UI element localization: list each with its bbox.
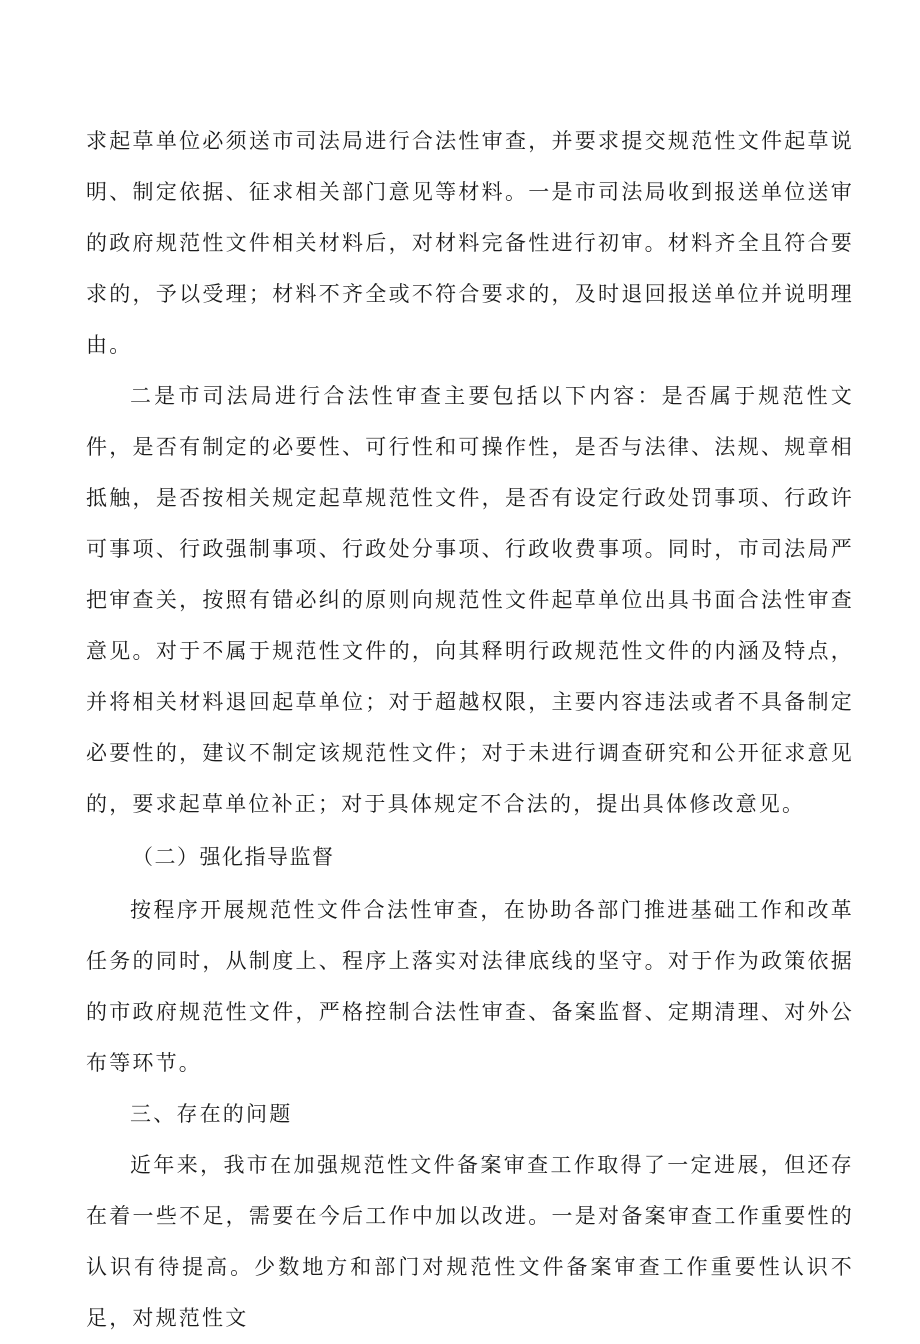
- paragraph-1: 求起草单位必须送市司法局进行合法性审查，并要求提交规范性文件起草说明、制定依据、征求相关部门意见等材料。一是市司法局收到报送单位送审的政府规范性文件相关材料后，对材料完备性进行初审。材料齐全且符合要求的，予以受理；材料不齐全或不符合要求的，及时退回报送单位并说明理由。: [86, 129, 854, 357]
- document-body: [86, 116, 854, 1344]
- section-subheading-2: （二）强化指导监督: [132, 845, 335, 869]
- paragraph-3: 按程序开展规范性文件合法性审查，在协助各部门推进基础工作和改革任务的同时，从制度上、程序上落实对法律底线的坚守。对于作为政策依据的市政府规范性文件，严格控制合法性审查、备案监督、定期清理、对外公布等环节。: [86, 898, 854, 1075]
- paragraph-4: 近年来，我市在加强规范性文件备案审查工作取得了一定进展，但还存在着一些不足，需要在今后工作中加以改进。一是对备案审查工作重要性的认识有待提高。少数地方和部门对规范性文件备案审查工作重要性认识不足，对规范性文: [86, 1153, 854, 1330]
- section-heading-3: 三、存在的问题: [130, 1102, 293, 1126]
- paragraph-2: 二是市司法局进行合法性审查主要包括以下内容：是否属于规范性文件，是否有制定的必要性、可行性和可操作性，是否与法律、法规、规章相抵触，是否按相关规定起草规范性文件，是否有设定行政处罚事项、行政许可事项、行政强制事项、行政处分事项、行政收费事项。同时，市司法局严把审查关，按照有错必纠的原则向规范性文件起草单位出具书面合法性审查意见。对于不属于规范性文件的，向其释明行政规范性文件的内涵及特点，并将相关材料退回起草单位；对于超越权限，主要内容违法或者不具备制定必要性的，建议不制定该规范性文件；对于未进行调查研究和公开征求意见的，要求起草单位补正；对于具体规定不合法的，提出具体修改意见。: [86, 384, 854, 816]
